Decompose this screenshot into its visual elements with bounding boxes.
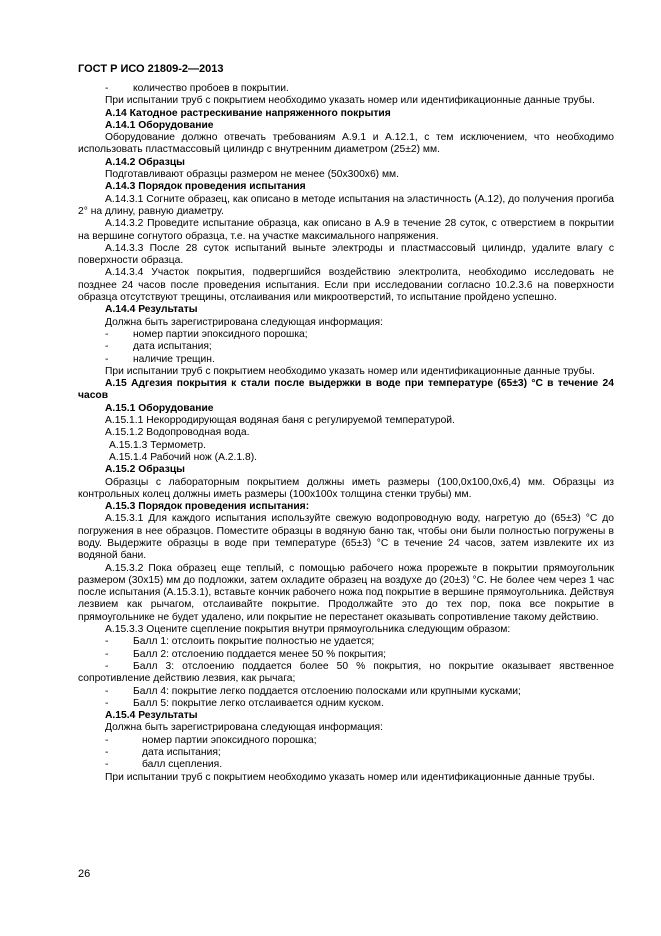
paragraph: А.14.3.4 Участок покрытия, подвергшийся воздействию электролита, необходимо исследовать не позднее 24 часов после проведения испытания. Если при исследовании согласно 10.2.3.6 на поверхности образца отсутствуют трещины, отслаивания или микроотверстий, то испытание пройдено успешно. — [78, 267, 614, 304]
list-dash: - — [105, 697, 109, 709]
paragraph: При испытании труб с покрытием необходимо указать номер или идентификационные данные трубы. — [105, 771, 595, 783]
paragraph: Оборудование должно отвечать требованиям А.9.1 и А.12.1, с тем исключением, что необходимо использовать пластмассовый цилиндр с внутренним диаметром (25±2) мм. — [78, 132, 614, 156]
list-item — [78, 747, 614, 759]
list-item — [78, 661, 614, 686]
list-item — [78, 649, 614, 661]
paragraph: При испытании труб с покрытием необходимо указать номер или идентификационные данные трубы. — [105, 95, 595, 107]
paragraph: А.15.1.2 Водопроводная вода. — [105, 427, 250, 439]
list-item-text: наличие трещин. — [133, 353, 215, 365]
list-item-text: Балл 1: отслоить покрытие полностью не удается; — [133, 636, 375, 648]
subsection-heading: А.15.4 Результаты — [105, 710, 198, 722]
list-dash: - — [105, 734, 109, 746]
list-item — [78, 698, 614, 710]
paragraph: А.15.3.2 Пока образец еще теплый, с помощью рабочего ножа прорежьте в покрытии прямоугольник размером (30х15) мм до подложки, затем охладите образец на воздухе до (20±3) °С. Не более чем через 1 час после испытания (А.15.3.1), вставьте кончик рабочего ножа под покрытие в вершине прямоугольника. Действуя лезвием как рычагом, отслаивайте покрытие. Продолжайте это до тех пор, пока все покрытие в прямоугольнике не будет удалено, или покрытие не перестанет оказывать сопротивление такому действию. — [78, 562, 614, 623]
subsection-heading: А.14.4 Результаты — [105, 304, 198, 316]
paragraph: Подготавливают образцы размером не менее (50х300х6) мм. — [105, 169, 399, 181]
subsection-heading: А.14.2 Образцы — [105, 156, 185, 168]
list-dash: - — [105, 328, 109, 340]
list-dash: - — [105, 759, 109, 771]
paragraph: А.15.1.3 Термометр. — [109, 439, 206, 451]
subsection-heading: А.15.3 Порядок проведения испытания: — [105, 501, 310, 513]
list-dash: - — [105, 83, 109, 94]
list-item-text: Балл 3: отслоению поддается более 50 % покрытия, но покрытие оказывает явственное сопротивление действию лезвия, как рычага; — [78, 660, 614, 685]
paragraph: При испытании труб с покрытием необходимо указать номер или идентификационные данные трубы. — [105, 365, 595, 377]
list-item-text: балл сцепления. — [142, 759, 223, 771]
list-item — [78, 329, 614, 341]
paragraph: А.15.1.1 Некорродирующая водяная баня с регулируемой температурой. — [105, 415, 455, 427]
subsection-heading: А.15.2 Образцы — [105, 464, 185, 476]
subsection-heading: А.15.1 Оборудование — [105, 402, 214, 414]
list-item-text: номер партии эпоксидного порошка; — [133, 328, 308, 340]
list-dash: - — [105, 747, 109, 759]
list-item — [78, 686, 614, 698]
list-item-text: дата испытания; — [133, 341, 212, 353]
list-dash: - — [105, 353, 109, 365]
list-item-text: количество пробоев в покрытии. — [133, 83, 289, 94]
list-dash: - — [105, 341, 109, 353]
list-dash: - — [105, 636, 109, 648]
list-dash: - — [105, 685, 109, 697]
paragraph: Должна быть зарегистрирована следующая информация: — [105, 722, 383, 734]
list-item-text: номер партии эпоксидного порошка; — [142, 734, 317, 746]
list-dash: - — [105, 648, 109, 660]
subsection-heading: А.14.1 Оборудование — [105, 119, 214, 131]
list-item — [78, 341, 614, 353]
paragraph: А.15.1.4 Рабочий нож (А.2.1.8). — [109, 451, 257, 463]
subsection-heading: А.14.3 Порядок проведения испытания — [105, 181, 306, 193]
paragraph: А.14.3.3 После 28 суток испытаний выньте электроды и пластмассовый цилиндр, удалите влагу с поверхности образца. — [78, 242, 614, 267]
section-heading: А.15 Адгезия покрытия к стали после выдержки в воде при температуре (65±3) °С в течение 24 часов — [78, 378, 614, 402]
paragraph: Образцы с лабораторным покрытием должны иметь размеры (100,0х100,0х6,4) мм. Образцы из контрольных колец должны иметь размеры (100х100х толщина стенки трубы) мм. — [78, 476, 614, 500]
list-item — [78, 759, 614, 771]
list-dash: - — [105, 660, 109, 672]
list-item — [78, 83, 614, 95]
list-item-text: Балл 2: отслоению поддается менее 50 % покрытия; — [133, 648, 387, 660]
list-item-text: Балл 5: покрытие легко отслаивается одним куском. — [133, 697, 384, 709]
list-item — [78, 636, 614, 648]
paragraph: А.14.3.1 Согните образец, как описано в методе испытания на эластичность (А.12), до получения прогиба 2° на длину, равную диаметру. — [78, 193, 614, 217]
paragraph: А.15.3.1 Для каждого испытания используйте свежую водопроводную воду, нагретую до (65±3) °С до погружения в нее образцов. Поместите образцы в водяную баню так, чтобы они были полностью погружены в воду. Выдержите образцы в воде при температуре (65±3) °С в течение 24 часов, затем извлеките их из водяной бани. — [78, 513, 614, 562]
section-heading: А.14 Катодное растрескивание напряженного покрытия — [105, 107, 391, 119]
paragraph: А.14.3.2 Проведите испытание образца, как описано в А.9 в течение 28 суток, с отверстием в покрытии на вершине согнутого образца, т.е. на участке максимального напряжения. — [78, 218, 614, 242]
document-header: ГОСТ Р ИСО 21809-2—2013 — [78, 63, 224, 75]
page-number: 26 — [78, 868, 91, 880]
list-item-text: дата испытания; — [142, 747, 221, 759]
list-item — [78, 354, 614, 366]
paragraph: А.15.3.3 Оцените сцепление покрытия внутри прямоугольника следующим образом: — [105, 624, 511, 636]
list-item-text: Балл 4: покрытие легко поддается отслоению полосками или крупными кусками; — [133, 685, 521, 697]
paragraph: Должна быть зарегистрирована следующая информация: — [105, 316, 383, 328]
document-body — [78, 83, 614, 784]
list-item — [78, 735, 614, 747]
